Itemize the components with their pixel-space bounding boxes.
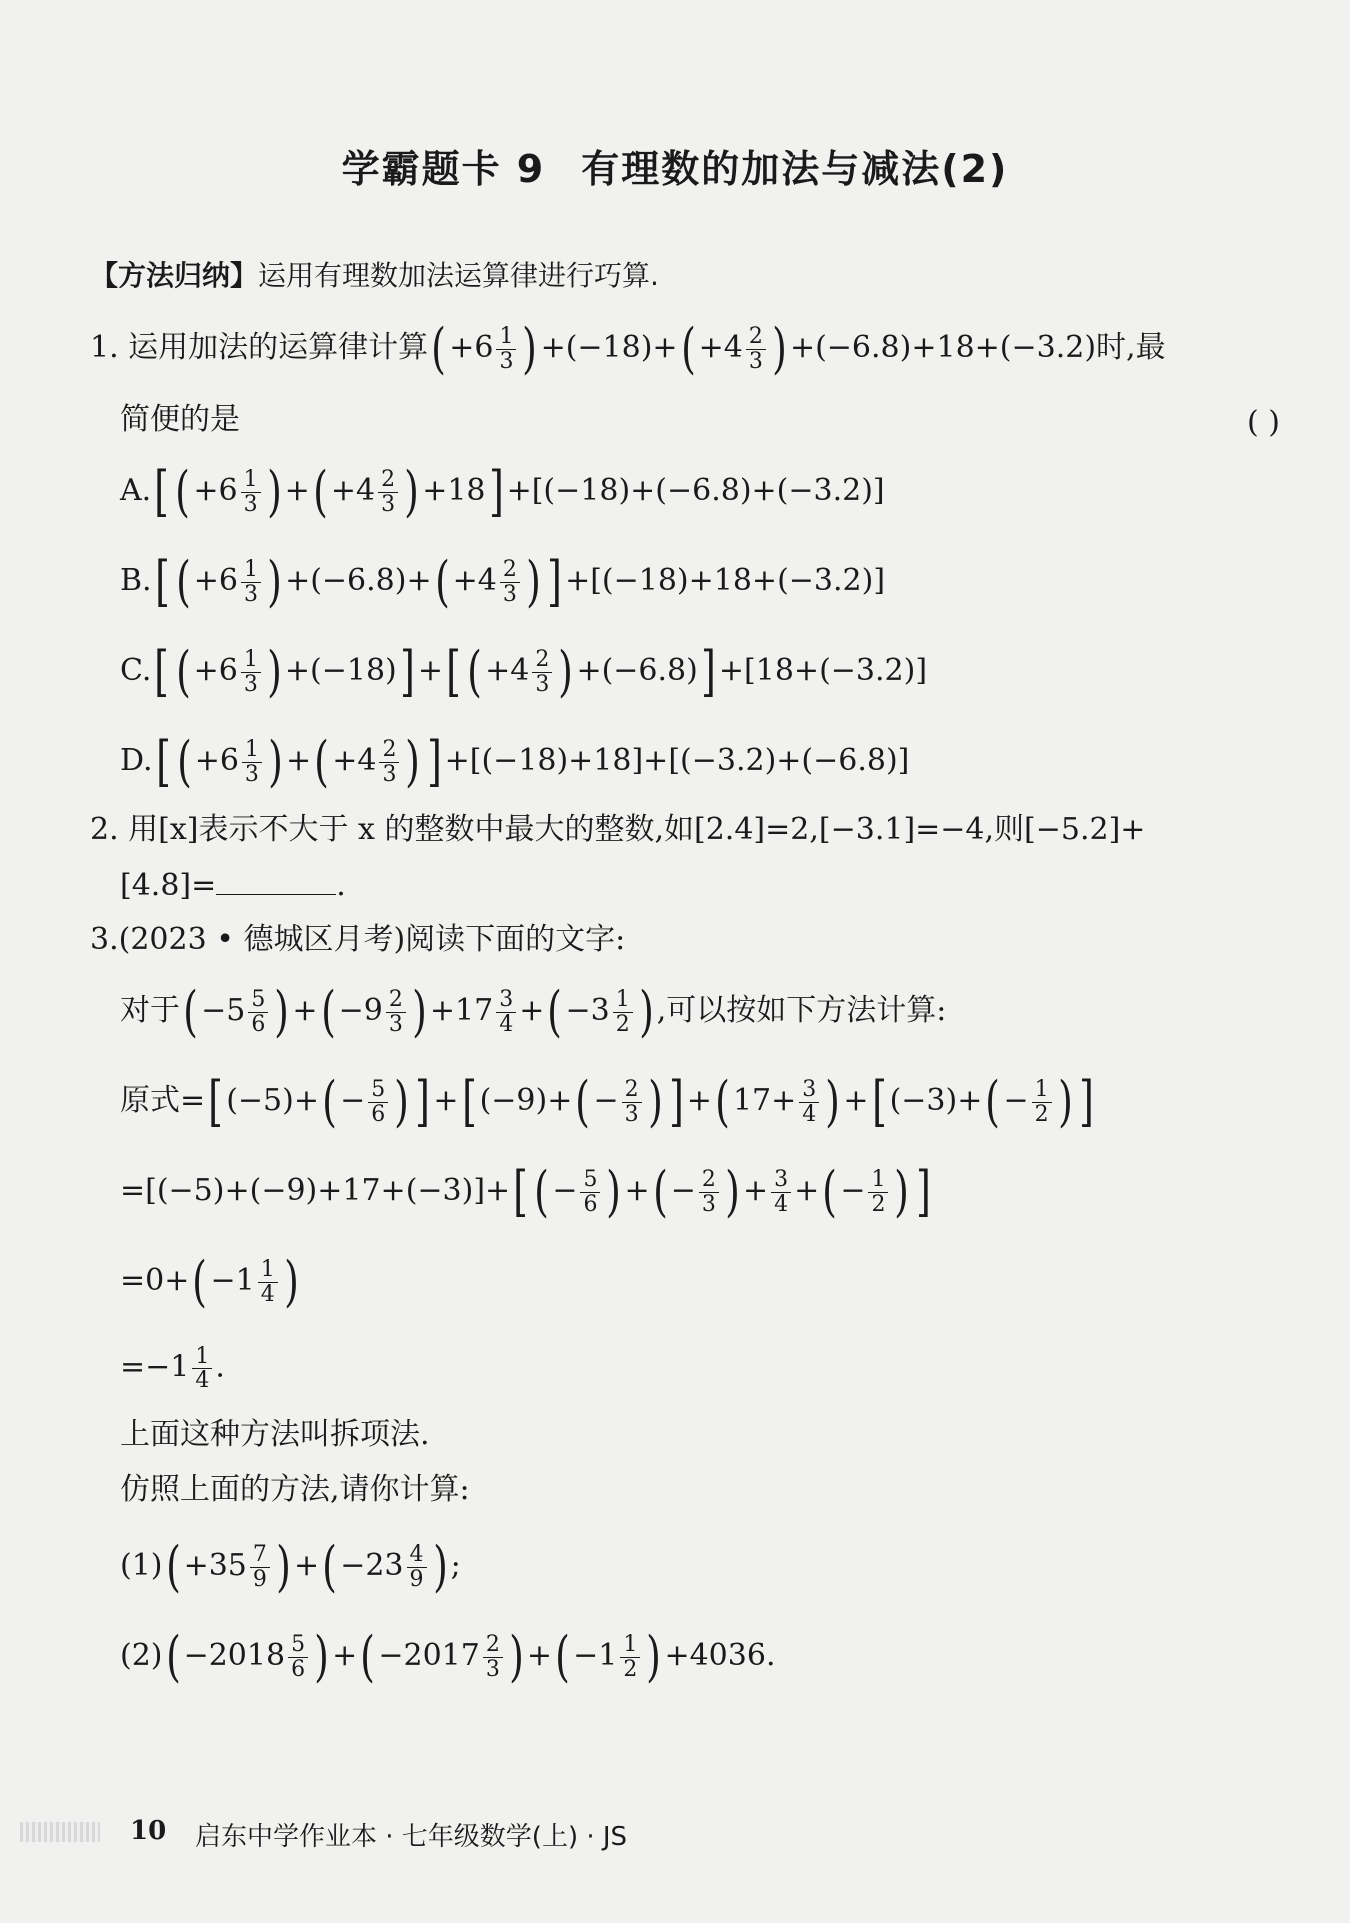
q3-line1 xyxy=(90,922,626,957)
q3-note2 xyxy=(120,1472,470,1507)
q2-answer-blank[interactable] xyxy=(216,870,336,895)
q1-answer-paren[interactable]: ( ) xyxy=(1247,405,1280,440)
q3-sub1: (1)( +35 $\frac{7}{9}$ ) +( −23 $\frac{4}{9}$ ) ; xyxy=(120,1535,461,1598)
q1-option-b[interactable]: B.[ ( +6 $\frac{1}{3}$ ) +(−6.8)+( +4 $\frac{2}{3}$ ) ] +[(−18)+18+(−3.2)] xyxy=(120,550,886,613)
q3-intro-pre: 对于 xyxy=(120,993,180,1028)
q3-sub2: (2)( −2018 $\frac{5}{6}$ ) +( −2017 $\frac{2}{3}$ ) +( −1 $\frac{1}{2}$ ) +4036. xyxy=(120,1625,776,1688)
option-a-label: A. xyxy=(120,473,152,508)
q1-suffix: 时,最 xyxy=(1096,330,1166,365)
method-text: 运用有理数加法运算律进行巧算. xyxy=(258,259,659,292)
title-card-number: 学霸题卡 9 xyxy=(341,147,546,191)
option-d-label: D. xyxy=(120,743,153,778)
page-title xyxy=(0,138,1350,193)
method-summary xyxy=(90,259,659,292)
q2-line1 xyxy=(90,812,1146,847)
q1-option-c[interactable]: C.[ ( +6 $\frac{1}{3}$ ) +(−18)] +[ ( +4 $\frac{2}{3}$ ) +(−6.8)] +[18+(−3.2)] xyxy=(120,640,928,703)
q1-line2 xyxy=(120,402,240,437)
method-tag: 【方法归纳】 xyxy=(90,259,259,292)
q3-note1 xyxy=(120,1417,430,1452)
q3-origin-label: 原式= xyxy=(120,1083,206,1118)
q1-option-a[interactable]: A.[ ( +6 $\frac{1}{3}$ ) +( +4 $\frac{2}{3}$ ) +18] +[(−18)+(−6.8)+(−3.2)] xyxy=(120,460,885,523)
q1-line1: 1. 运用加法的运算律计算( +6 $\frac{1}{3}$ ) +(−18)+( +4 $\frac{2}{3}$ ) +(−6.8)+18+(−3.2)时,最 xyxy=(90,317,1166,380)
q1-prefix: 1. 运用加法的运算律计算 xyxy=(90,330,429,365)
q3-step2: =[(−5)+(−9)+17+(−3)]+[ ( − $\frac{5}{6}$ ) +( − $\frac{2}{3}$ ) + $\frac{3}{4}$ +( − $\frac{1}{2}$ ) ] xyxy=(120,1160,931,1223)
q1-line2-text: 简便的是 xyxy=(120,402,240,437)
q3-step1: 原式=[ (−5)+( − $\frac{5}{6}$ ) ] +[ (−9)+( − $\frac{2}{3}$ ) ] +( 17+ $\frac{3}{4}$ ) +[ (−3)+( − $\frac{1}{2}$ ) ] xyxy=(120,1070,1094,1133)
q3-note1-text: 上面这种方法叫拆项法. xyxy=(120,1417,430,1452)
q3-intro-post: ,可以按如下方法计算: xyxy=(656,993,947,1028)
q3-sub1-label: (1) xyxy=(120,1548,163,1583)
page-number: 10 xyxy=(130,1816,167,1846)
option-c-label: C. xyxy=(120,653,152,688)
q2-line2-pre: [4.8]= xyxy=(120,868,217,903)
page-footer xyxy=(0,1810,1350,1860)
q3-note2-text: 仿照上面的方法,请你计算: xyxy=(120,1472,470,1507)
q3-intro: 对于( −5 $\frac{5}{6}$ ) +( −9 $\frac{2}{3}$ ) +17 $\frac{3}{4}$ +( −3 $\frac{1}{2}$ ) ,可以按如下方法计算: xyxy=(120,980,947,1043)
q2-line2-post: . xyxy=(336,868,346,903)
option-b-label: B. xyxy=(120,563,152,598)
q3-step4: =−1 $\frac{1}{4}$ . xyxy=(120,1344,225,1394)
book-title: 启东中学作业本 · 七年级数学(上) · JS xyxy=(195,1822,628,1852)
title-topic: 有理数的加法与减法(2) xyxy=(581,147,1009,191)
q1-option-d[interactable]: D.[ ( +6 $\frac{1}{3}$ ) +( +4 $\frac{2}{3}$ ) ] +[(−18)+18]+[(−3.2)+(−6.8)] xyxy=(120,730,910,793)
q3-sub2-label: (2) xyxy=(120,1638,163,1673)
footer-decoration xyxy=(20,1822,100,1842)
q2-line2 xyxy=(120,870,346,901)
q2-text: 2. 用[x]表示不大于 x 的整数中最大的整数,如[2.4]=2,[−3.1]=−4,则[−5.2]+ xyxy=(90,812,1146,847)
q3-step3: =0+( −1 $\frac{1}{4}$ ) xyxy=(120,1250,299,1313)
q3-heading: 3.(2023 • 德城区月考)阅读下面的文字: xyxy=(90,922,626,957)
